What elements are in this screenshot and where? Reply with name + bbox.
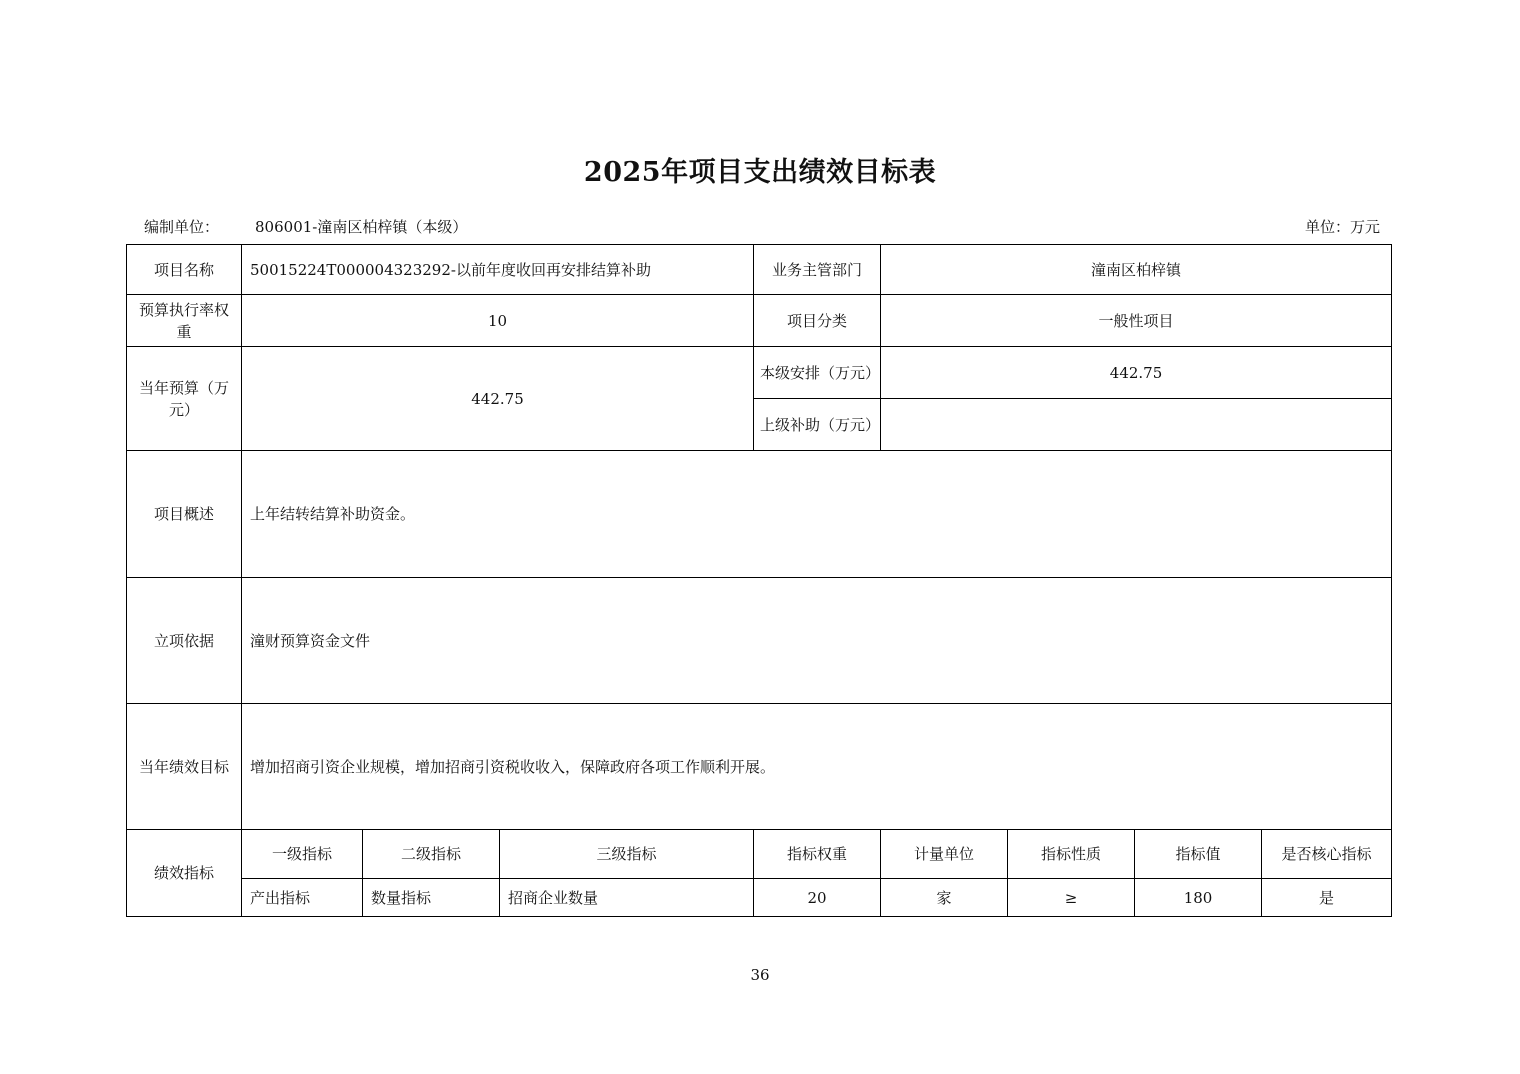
overview-value: 上年结转结算补助资金。 — [242, 451, 1392, 578]
header-value: 指标值 — [1135, 830, 1262, 879]
header-unit: 计量单位 — [881, 830, 1008, 879]
header-weight: 指标权重 — [754, 830, 881, 879]
indicator-row — [127, 879, 1392, 917]
document-title: 2025年项目支出绩效目标表 — [583, 157, 937, 188]
org-label: 编制单位： — [144, 218, 220, 236]
dept-label: 业务主管部门 — [754, 245, 881, 295]
row-value: 180 — [1135, 879, 1262, 917]
org-line — [144, 216, 467, 237]
page-number: 36 — [750, 966, 770, 984]
upper-label: 上级补助（万元） — [754, 399, 881, 451]
row-level2: 数量指标 — [363, 879, 500, 917]
budget-label: 当年预算（万元） — [127, 347, 242, 451]
table-row — [127, 347, 1392, 399]
basis-label: 立项依据 — [127, 578, 242, 704]
category-label: 项目分类 — [754, 295, 881, 347]
project-name-value: 50015224T000004323292-以前年度收回再安排结算补助 — [242, 245, 754, 295]
overview-label: 项目概述 — [127, 451, 242, 578]
row-weight: 20 — [754, 879, 881, 917]
table-row — [127, 245, 1392, 295]
header-level3: 三级指标 — [500, 830, 754, 879]
row-level1: 产出指标 — [242, 879, 363, 917]
header-level1: 一级指标 — [242, 830, 363, 879]
table-row — [127, 295, 1392, 347]
project-name-label: 项目名称 — [127, 245, 242, 295]
goal-value: 增加招商引资企业规模，增加招商引资税收收入，保障政府各项工作顺利开展。 — [242, 704, 1392, 830]
goal-label: 当年绩效目标 — [127, 704, 242, 830]
header-nature: 指标性质 — [1008, 830, 1135, 879]
unit-label: 单位：万元 — [1304, 218, 1380, 236]
rate-label: 预算执行率权重 — [127, 295, 242, 347]
header-core: 是否核心指标 — [1262, 830, 1392, 879]
org-value: 806001-潼南区柏梓镇（本级） — [255, 218, 468, 236]
dept-value: 潼南区柏梓镇 — [881, 245, 1392, 295]
basis-value: 潼财预算资金文件 — [242, 578, 1392, 704]
row-core: 是 — [1262, 879, 1392, 917]
local-label: 本级安排（万元） — [754, 347, 881, 399]
row-level3: 招商企业数量 — [500, 879, 754, 917]
table-row — [127, 451, 1392, 578]
table-row — [127, 578, 1392, 704]
rate-value: 10 — [242, 295, 754, 347]
local-value: 442.75 — [881, 347, 1392, 399]
budget-value: 442.75 — [242, 347, 754, 451]
indicator-header-row — [127, 830, 1392, 879]
upper-value — [881, 399, 1392, 451]
category-value: 一般性项目 — [881, 295, 1392, 347]
header-level2: 二级指标 — [363, 830, 500, 879]
performance-target-table — [126, 244, 1392, 917]
row-nature: ≥ — [1008, 879, 1135, 917]
row-unit: 家 — [881, 879, 1008, 917]
table-row — [127, 704, 1392, 830]
indicators-label: 绩效指标 — [127, 830, 242, 917]
